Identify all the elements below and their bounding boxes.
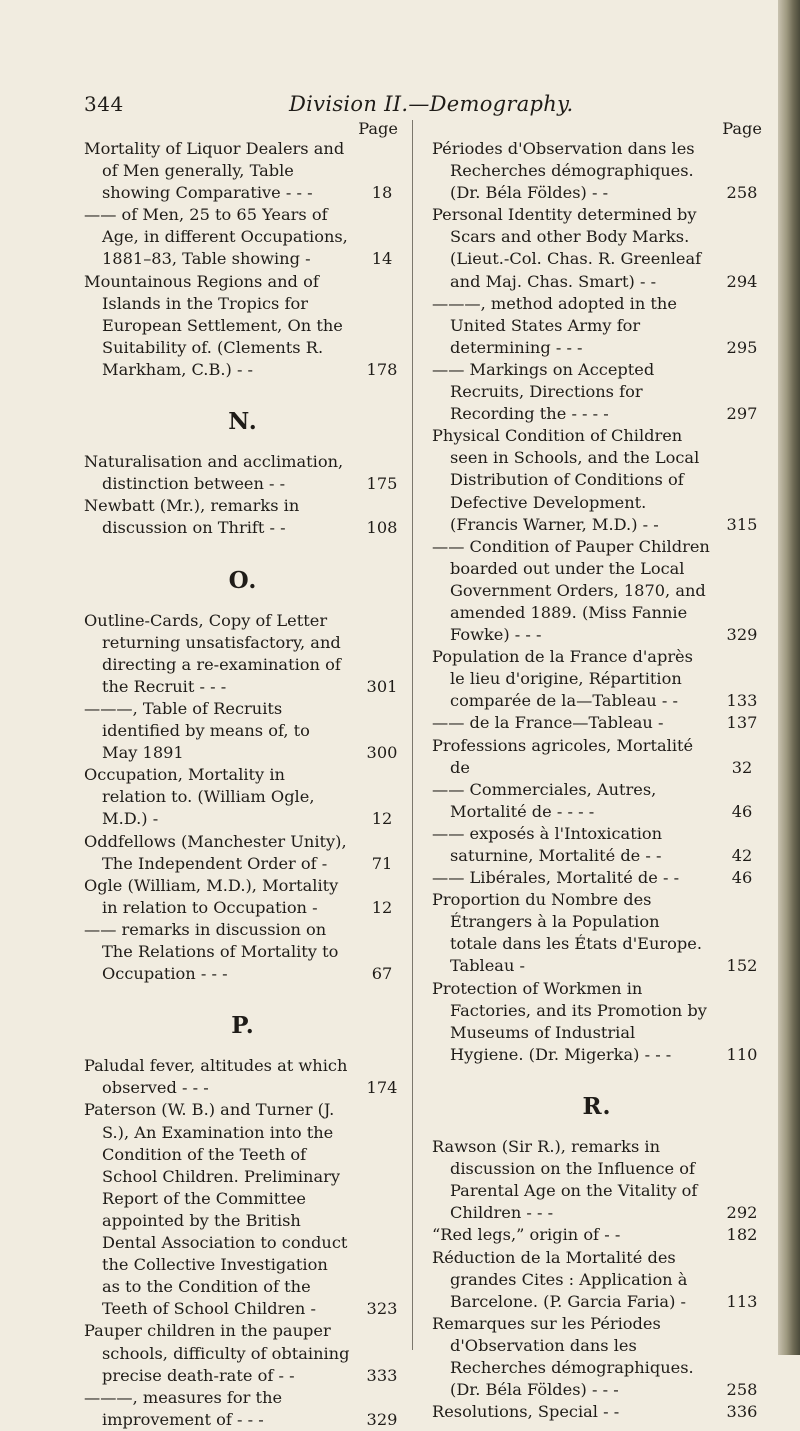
page-edge-shadow bbox=[778, 0, 800, 1355]
index-entry bbox=[84, 831, 402, 875]
index-entry-page: 329 bbox=[726, 625, 758, 645]
index-entry-page: 174 bbox=[366, 1078, 398, 1098]
entries-pre bbox=[84, 138, 402, 381]
section-heading-p: P. bbox=[231, 1012, 255, 1040]
index-entry-text: —— Libérales, Mortalité de - - bbox=[432, 868, 680, 888]
index-entry-page: 32 bbox=[731, 757, 753, 777]
index-entry bbox=[432, 359, 762, 425]
index-entry-text: Professions agricoles, Mortalité de bbox=[432, 735, 694, 777]
left-column bbox=[84, 118, 402, 1431]
index-entry-text: Occupation, Mortality in relation to. (William Ogle, M.D.) - bbox=[84, 765, 315, 829]
page-column-label: Page bbox=[722, 119, 762, 138]
index-entry-page: 12 bbox=[371, 897, 393, 917]
index-entry-page: 315 bbox=[726, 514, 758, 534]
index-entry-page: 46 bbox=[731, 868, 753, 888]
index-entry bbox=[84, 1320, 402, 1386]
entries-n bbox=[84, 451, 402, 539]
index-entry-text: —— remarks in discussion on The Relations of Mortality to Occupation - - - bbox=[84, 919, 339, 984]
entries-p-right bbox=[432, 138, 762, 1066]
index-entry-page: 294 bbox=[726, 271, 758, 291]
index-entry bbox=[432, 1247, 762, 1313]
entries-r bbox=[432, 1136, 762, 1423]
index-entry bbox=[84, 919, 402, 985]
column-divider bbox=[412, 120, 413, 1350]
index-entry-page: 108 bbox=[366, 518, 398, 538]
index-entry bbox=[84, 1387, 402, 1431]
index-entry-text: —— of Men, 25 to 65 Years of Age, in different Occupations, 1881–83, Table showing - bbox=[84, 205, 348, 269]
index-entry bbox=[84, 764, 402, 830]
index-entry-text: Périodes d'Observation dans les Recherches démographiques. (Dr. Béla Földes) - - bbox=[432, 139, 695, 203]
entries-p-left bbox=[84, 1055, 402, 1431]
index-entry-text: ———, Table of Recruits identified by means of, to May 1891 bbox=[84, 698, 310, 763]
index-entry bbox=[84, 1099, 402, 1320]
index-entry-page: 258 bbox=[726, 1380, 758, 1400]
entries-o bbox=[84, 610, 402, 986]
index-entry bbox=[432, 204, 762, 292]
index-entry-page: 258 bbox=[726, 183, 758, 203]
index-entry bbox=[432, 1401, 762, 1423]
index-entry-page: 113 bbox=[726, 1291, 758, 1311]
index-entry bbox=[432, 735, 762, 779]
index-entry-text: Population de la France d'après le lieu d'origine, Répartition comparée de la—Tableau - - bbox=[432, 647, 693, 711]
index-entry bbox=[432, 1136, 762, 1224]
index-entry-page: 137 bbox=[726, 713, 758, 733]
index-entry bbox=[432, 823, 762, 867]
index-entry-text: Ogle (William, M.D.), Mortality in relation to Occupation - bbox=[84, 875, 339, 917]
index-entry-text: ———, method adopted in the United States Army for determining - - - bbox=[432, 293, 677, 357]
index-entry-text: Outline-Cards, Copy of Letter returning unsatisfactory, and directing a re-examination of the Recruit - - - bbox=[84, 610, 341, 696]
index-entry bbox=[432, 425, 762, 535]
index-entry bbox=[432, 779, 762, 823]
index-entry-page: 300 bbox=[366, 743, 398, 763]
index-entry-text: Oddfellows (Manchester Unity), The Independent Order of - bbox=[84, 831, 347, 873]
index-entry-text: —— exposés à l'Intoxication saturnine, Mortalité de - - bbox=[432, 823, 663, 865]
index-entry bbox=[432, 1313, 762, 1401]
index-entry-page: 178 bbox=[366, 359, 398, 379]
index-entry bbox=[84, 495, 402, 539]
index-entry-text: Remarques sur les Périodes d'Observation dans les Recherches démographiques. (Dr. Béla Földes) - - - bbox=[432, 1313, 694, 1400]
section-heading-o: O. bbox=[228, 566, 258, 594]
index-entry bbox=[432, 867, 762, 889]
index-entry-text: Proportion du Nombre des Étrangers à la Population totale dans les États d'Europe. Tableau - bbox=[432, 890, 702, 976]
index-entry bbox=[432, 536, 762, 646]
index-entry bbox=[84, 271, 402, 381]
index-entry bbox=[432, 293, 762, 359]
index-entry-text: Protection of Workmen in Factories, and its Promotion by Museums of Industrial Hygiene. (Dr. Migerka) - - - bbox=[432, 978, 707, 1064]
index-entry-page: 297 bbox=[726, 404, 758, 424]
index-entry-page: 46 bbox=[731, 801, 753, 821]
index-entry bbox=[432, 712, 762, 734]
index-entry-page: 71 bbox=[371, 853, 393, 873]
index-entry-text: Mortality of Liquor Dealers and of Men generally, Table showing Comparative - - - bbox=[84, 139, 345, 203]
index-entry bbox=[84, 698, 402, 764]
index-entry-page: 18 bbox=[371, 183, 393, 203]
index-entry bbox=[84, 610, 402, 698]
index-entry-page: 333 bbox=[366, 1365, 398, 1385]
index-entry-page: 67 bbox=[371, 964, 393, 984]
index-entry-text: Newbatt (Mr.), remarks in discussion on Thrift - - bbox=[84, 496, 300, 538]
index-entry-page: 301 bbox=[366, 676, 398, 696]
page-number: 344 bbox=[84, 92, 124, 116]
index-entry-text: Paludal fever, altitudes at which observed - - - bbox=[84, 1056, 348, 1098]
index-entry bbox=[432, 646, 762, 712]
index-entry bbox=[432, 1224, 762, 1246]
index-entry bbox=[432, 138, 762, 204]
index-entry-page: 133 bbox=[726, 691, 758, 711]
index-entry-text: —— Markings on Accepted Recruits, Directions for Recording the - - - - bbox=[432, 359, 655, 424]
index-entry-page: 336 bbox=[726, 1402, 758, 1422]
index-entry bbox=[84, 204, 402, 270]
index-entry bbox=[432, 978, 762, 1066]
index-entry bbox=[432, 889, 762, 977]
section-heading-r: R. bbox=[582, 1092, 612, 1120]
index-entry-text: Pauper children in the pauper schools, difficulty of obtaining precise death-rate of - - bbox=[84, 1321, 350, 1385]
index-entry-text: Resolutions, Special - - bbox=[432, 1402, 620, 1422]
index-entry-text: Rawson (Sir R.), remarks in discussion on the Influence of Parental Age on the Vitality of Children - - - bbox=[432, 1137, 698, 1223]
running-head: Division II.—Demography. bbox=[289, 92, 574, 116]
index-entry-text: Réduction de la Mortalité des grandes Cites : Application à Barcelone. (P. Garcia Faria) - bbox=[432, 1247, 688, 1311]
index-entry-page: 42 bbox=[731, 846, 753, 865]
index-entry-page: 182 bbox=[726, 1225, 758, 1245]
index-entry-page: 175 bbox=[366, 474, 398, 494]
index-entry-page: 12 bbox=[371, 809, 393, 829]
index-entry-text: Physical Condition of Children seen in Schools, and the Local Distribution of Conditions of Defective Development. (Francis Warner, M.D.) - - bbox=[432, 426, 700, 534]
index-entry-text: —— Commerciales, Autres, Mortalité de - - - - bbox=[432, 779, 657, 821]
index-entry-text: Naturalisation and acclimation, distinction between - - bbox=[84, 452, 344, 494]
page-column-label: Page bbox=[358, 119, 398, 138]
index-entry bbox=[84, 138, 402, 204]
index-entry-text: “Red legs,” origin of - - bbox=[432, 1225, 621, 1245]
index-entry-page: 292 bbox=[726, 1203, 758, 1223]
index-entry-text: Personal Identity determined by Scars and other Body Marks. (Lieut.-Col. Chas. R. Greenleaf and Maj. Chas. Smart) - - bbox=[432, 205, 702, 291]
index-entry bbox=[84, 875, 402, 919]
index-entry-page: 152 bbox=[726, 956, 758, 976]
index-entry-text: —— de la France—Tableau - bbox=[432, 713, 664, 733]
index-entry-text: Mountainous Regions and of Islands in the Tropics for European Settlement, On the Suitability of. (Clements R. Markham, C.B.) - - bbox=[84, 271, 343, 379]
index-entry bbox=[84, 1055, 402, 1099]
index-entry-text: ———, measures for the improvement of - - - bbox=[84, 1387, 283, 1429]
index-entry-text: Paterson (W. B.) and Turner (J. S.), An Examination into the Condition of the Teeth of School Children. Preliminary Report of the Committee appointed by the British Dental Association to conduct the Collective Investigation as to the Condition of the Teeth of School Children - bbox=[84, 1100, 348, 1319]
index-entry-page: 110 bbox=[726, 1044, 758, 1064]
index-entry-page: 14 bbox=[371, 249, 393, 269]
right-column bbox=[432, 118, 762, 1423]
index-entry-text: —— Condition of Pauper Children boarded out under the Local Government Orders, 1870, and amended 1889. (Miss Fannie Fowke) - - - bbox=[432, 536, 710, 645]
section-heading-n: N. bbox=[228, 408, 258, 436]
index-entry-page: 295 bbox=[726, 337, 758, 357]
index-entry-page: 323 bbox=[366, 1299, 398, 1319]
index-entry-page: 329 bbox=[366, 1409, 398, 1429]
index-entry bbox=[84, 451, 402, 495]
